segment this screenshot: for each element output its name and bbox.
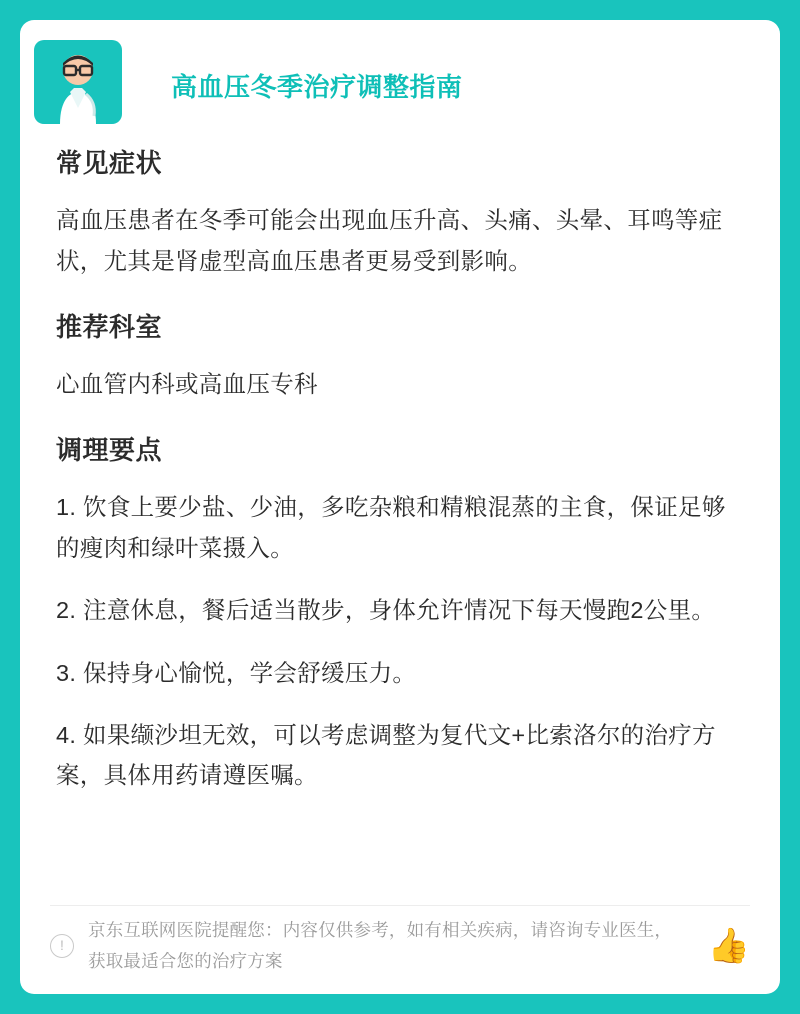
list-item: 4. 如果缬沙坦无效，可以考虑调整为复代文+比索洛尔的治疗方案，具体用药请遵医嘱。: [56, 722, 716, 789]
list-item: 2. 注意休息，餐后适当散步，身体允许情况下每天慢跑2公里。: [56, 597, 716, 624]
section-title-care-points: 调理要点: [56, 435, 163, 466]
article-card: [20, 20, 780, 994]
card-footer: [20, 906, 780, 986]
doctor-avatar-icon: [30, 34, 126, 130]
info-circle-icon: !: [50, 934, 74, 958]
section-title-symptoms: 常见症状: [56, 148, 163, 179]
page-title: 高血压冬季治疗调整指南: [171, 72, 463, 102]
section-text-department: 心血管内科或高血压专科: [56, 371, 318, 397]
section-title-department: 推荐科室: [56, 312, 163, 342]
thumbs-up-icon[interactable]: 👍: [707, 927, 750, 965]
disclaimer-text: 京东互联网医院提醒您：内容仅供参考，如有相关疾病，请咨询专业医生，获取最适合您的治疗方案: [88, 920, 673, 971]
article-body: [20, 103, 780, 796]
list-item: 3. 保持身心愉悦，学会舒缓压力。: [56, 659, 417, 686]
section-text-symptoms: 高血压患者在冬季可能会出现血压升高、头痛、头晕、耳鸣等症状，尤其是肾虚型高血压患者更易受到影响。: [56, 207, 723, 274]
list-item: 1. 饮食上要少盐、少油，多吃杂粮和精粮混蒸的主食，保证足够的瘦肉和绿叶菜摄入。: [56, 494, 726, 561]
card-header: [20, 20, 780, 103]
